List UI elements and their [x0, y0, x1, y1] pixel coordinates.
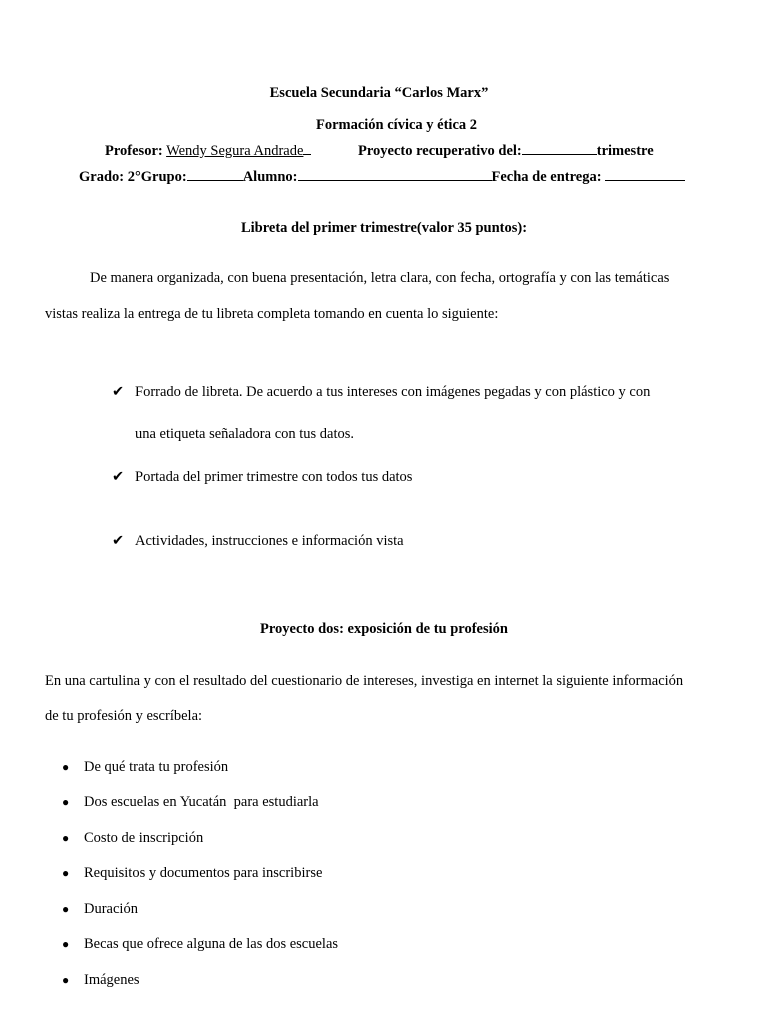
bullet-item-text: Becas que ofrece alguna de las dos escuelas: [84, 936, 339, 952]
profesor-line: [105, 142, 311, 160]
bullet-list-item: [62, 972, 140, 989]
section1-intro-line1: De manera organizada, con buena presentación, letra clara, con fecha, ortografía y con las temáticas: [90, 270, 670, 286]
bullet-icon: ●: [62, 866, 70, 880]
section1-title: Libreta del primer trimestre(valor 35 puntos):: [240, 220, 528, 236]
check-item-continuation: una etiqueta señaladora con tus datos.: [135, 426, 355, 442]
section2-intro-line2: de tu profesión y escríbela:: [45, 708, 203, 724]
profesor-label: Profesor:: [105, 143, 163, 159]
bullet-icon: ●: [62, 902, 70, 916]
bullet-icon: ●: [62, 760, 70, 774]
check-item-text: Actividades, instrucciones e información vista: [135, 533, 404, 549]
fecha-blank: [605, 168, 685, 181]
section2-title: Proyecto dos: exposición de tu profesión: [260, 621, 508, 637]
grupo-label: Grupo:: [140, 169, 187, 185]
bullet-item-text: De qué trata tu profesión: [84, 759, 229, 775]
grado-label: Grado: 2°: [79, 169, 141, 185]
bullet-list-item: [62, 830, 203, 847]
check-item-text: Portada del primer trimestre con todos tus datos: [135, 469, 413, 485]
section2-intro-line1: En una cartulina y con el resultado del cuestionario de intereses, investiga en internet la siguiente información: [45, 673, 684, 689]
checkmark-icon: ✔: [112, 384, 125, 400]
bullet-item-text: Imágenes: [84, 972, 140, 988]
proyecto-line: [358, 142, 654, 160]
bullet-icon: ●: [62, 795, 70, 809]
check-list-item: [112, 533, 404, 550]
bullet-list-item: [62, 759, 228, 776]
trimestre-label: trimestre: [596, 143, 654, 159]
subject-title: Formación cívica y ética 2: [315, 117, 478, 133]
bullet-list-item: [62, 936, 338, 953]
check-item-text: Forrado de libreta. De acuerdo a tus intereses con imágenes pegadas y con plástico y con: [135, 384, 651, 400]
bullet-list-item: [62, 794, 319, 811]
bullet-item-text: Costo de inscripción: [84, 830, 204, 846]
bullet-item-text: Dos escuelas en Yucatán para estudiarla: [84, 794, 319, 810]
checkmark-icon: ✔: [112, 533, 125, 549]
bullet-item-text: Requisitos y documentos para inscribirse: [84, 865, 323, 881]
bullet-list-item: [62, 901, 138, 918]
grupo-blank: [187, 168, 243, 181]
profesor-name: Wendy Segura Andrade: [166, 143, 304, 159]
check-list-item: [112, 384, 650, 401]
proyecto-label: Proyecto recuperativo del:: [358, 143, 522, 159]
bullet-icon: ●: [62, 937, 70, 951]
bullet-item-text: Duración: [84, 901, 138, 917]
bullet-icon: ●: [62, 831, 70, 845]
alumno-blank: [298, 168, 492, 181]
trimestre-blank: [522, 142, 597, 155]
check-list-item: [112, 469, 412, 486]
school-name: Escuela Secundaria “Carlos Marx”: [269, 85, 489, 101]
student-info-line: [79, 168, 685, 186]
bullet-list-item: [62, 865, 322, 882]
section1-intro-line2: vistas realiza la entrega de tu libreta completa tomando en cuenta lo siguiente:: [45, 306, 499, 322]
checkmark-icon: ✔: [112, 469, 125, 485]
bullet-icon: ●: [62, 973, 70, 987]
profesor-name-underline: [303, 142, 311, 155]
alumno-label: Alumno:: [242, 169, 298, 185]
fecha-label: Fecha de entrega:: [491, 169, 602, 185]
